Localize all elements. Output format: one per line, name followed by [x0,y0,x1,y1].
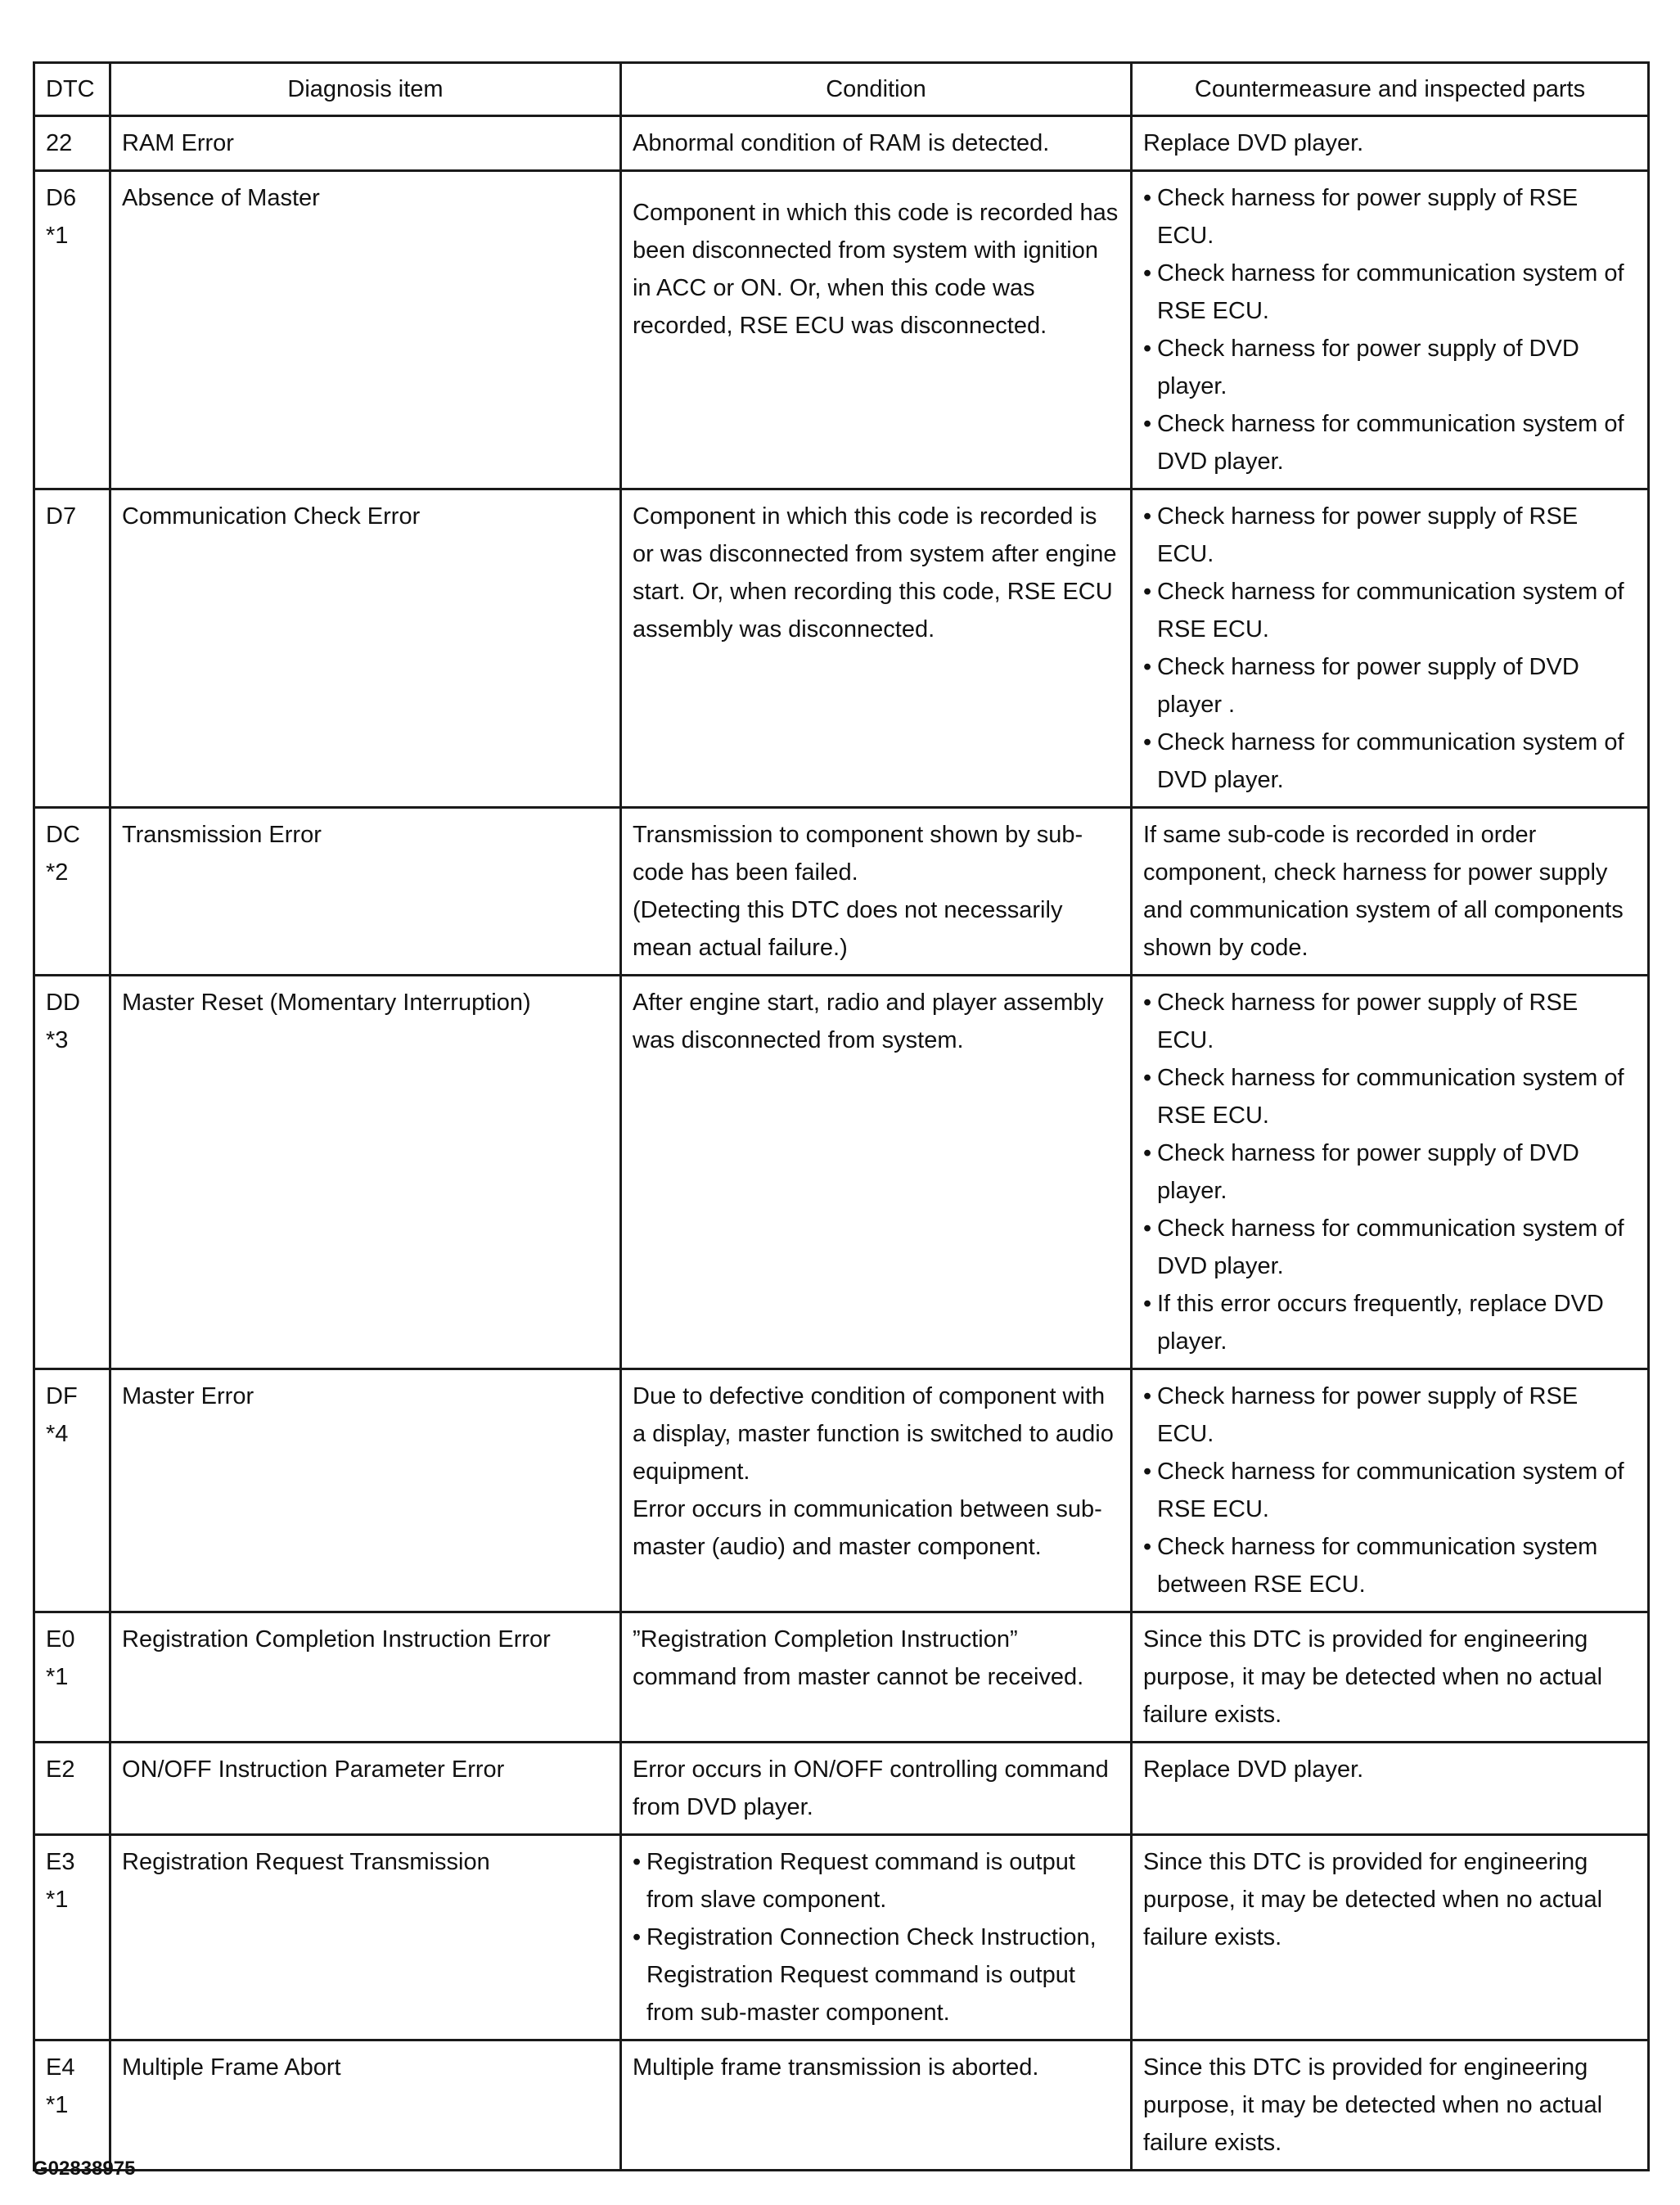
condition-cell [621,1612,1132,1743]
countermeasure-text: Since this DTC is provided for engineering purpose, it may be detected when no actual failure exists. [1143,1626,1603,1728]
condition-text: Abnormal condition of RAM is detected. [633,130,1050,156]
countermeasure-text: Since this DTC is provided for engineering purpose, it may be detected when no actual failure exists. [1143,1849,1603,1950]
diagnosis-item-cell: RAM Error [110,116,621,171]
diagnosis-item-cell: Absence of Master [110,171,621,489]
dtc-footnote: *1 [46,1664,69,1690]
condition-cell [621,489,1132,808]
dtc-footnote: *2 [46,859,69,886]
dtc-cell [34,171,110,489]
list-item: • Check harness for communication system of RSE ECU. [1143,1059,1637,1134]
dtc-cell [34,1369,110,1612]
table-row [34,1612,1649,1743]
countermeasure-cell [1132,171,1649,489]
countermeasure-cell [1132,976,1649,1369]
table-row [34,808,1649,976]
condition-cell [621,2040,1132,2171]
list-item: • Check harness for power supply of RSE ECU. [1143,984,1637,1059]
dtc-code: DD [46,990,80,1016]
condition-text: Error occurs in communication between sub-master (audio) and master component. [633,1496,1102,1560]
condition-text: ”Registration Completion Instruction” command from master cannot be received. [633,1626,1084,1690]
condition-cell [621,116,1132,171]
condition-text: Due to defective condition of component with a display, master function is switched to audio equipment. [633,1383,1114,1485]
figure-id: G02838975 [33,2158,136,2180]
list-item: • Check harness for power supply of RSE ECU. [1143,498,1637,573]
diagnosis-item-cell: Transmission Error [110,808,621,976]
header-condition: Condition [621,63,1132,116]
countermeasure-cell [1132,116,1649,171]
dtc-code: E4 [46,2054,75,2081]
condition-cell [621,1743,1132,1835]
dtc-code: E0 [46,1626,75,1653]
dtc-code: D6 [46,185,77,211]
list-item: • Check harness for power supply of RSE ECU. [1143,1378,1637,1453]
header-countermeasure: Countermeasure and inspected parts [1132,63,1649,116]
dtc-footnote: *1 [46,223,69,249]
dtc-cell [34,2040,110,2171]
countermeasure-text: If same sub-code is recorded in order component, check harness for power supply and communication system of all components shown by code. [1143,822,1624,961]
countermeasure-bullet-list [1143,498,1637,799]
condition-text: Multiple frame transmission is aborted. [633,2054,1039,2081]
list-item: • Check harness for power supply of DVD player . [1143,648,1637,724]
list-item: • Registration Connection Check Instruction, Registration Request command is output from sub-master component. [633,1919,1119,2031]
countermeasure-text: Replace DVD player. [1143,130,1364,156]
diagnosis-item-cell: ON/OFF Instruction Parameter Error [110,1743,621,1835]
diagnosis-item-cell: Master Reset (Momentary Interruption) [110,976,621,1369]
diagnosis-item-cell: Communication Check Error [110,489,621,808]
list-item: • Check harness for communication system of DVD player. [1143,405,1637,480]
table-row [34,976,1649,1369]
countermeasure-cell [1132,2040,1649,2171]
diagnosis-item-cell: Multiple Frame Abort [110,2040,621,2171]
condition-cell [621,976,1132,1369]
dtc-footnote: *1 [46,2092,69,2118]
list-item: • Check harness for power supply of RSE ECU. [1143,179,1637,255]
dtc-code: 22 [46,130,73,156]
countermeasure-cell [1132,1743,1649,1835]
dtc-cell [34,1835,110,2040]
dtc-footnote: *4 [46,1421,69,1447]
countermeasure-cell [1132,489,1649,808]
dtc-table [33,61,1650,2171]
diagnosis-item-cell: Registration Request Transmission [110,1835,621,2040]
dtc-cell [34,116,110,171]
countermeasure-bullet-list [1143,179,1637,480]
dtc-cell [34,808,110,976]
list-item: • Check harness for communication system of RSE ECU. [1143,255,1637,330]
countermeasure-text: Replace DVD player. [1143,1756,1364,1783]
table-row [34,489,1649,808]
countermeasure-cell [1132,1835,1649,2040]
condition-text: Component in which this code is recorded is or was disconnected from system after engine start. Or, when recording this code, RSE ECU assembly was disconnected. [633,503,1117,643]
table-row [34,2040,1649,2171]
diagnosis-item-cell: Registration Completion Instruction Error [110,1612,621,1743]
dtc-cell [34,1743,110,1835]
table-row [34,171,1649,489]
list-item: • Check harness for communication system of DVD player. [1143,1210,1637,1285]
countermeasure-cell [1132,1612,1649,1743]
diagnosis-item-cell: Master Error [110,1369,621,1612]
list-item: • Check harness for communication system of RSE ECU. [1143,1453,1637,1528]
list-item: • Check harness for communication system of RSE ECU. [1143,573,1637,648]
dtc-code: E2 [46,1756,75,1783]
dtc-code: DF [46,1383,78,1409]
table-row [34,1369,1649,1612]
dtc-code: E3 [46,1849,75,1875]
condition-text: Error occurs in ON/OFF controlling command from DVD player. [633,1756,1109,1820]
condition-cell [621,808,1132,976]
list-item: • Check harness for communication system between RSE ECU. [1143,1528,1637,1603]
countermeasure-bullet-list [1143,984,1637,1360]
list-item: • Registration Request command is output from slave component. [633,1843,1119,1919]
table-row [34,1835,1649,2040]
condition-text: Transmission to component shown by sub-code has been failed. [633,822,1083,886]
header-dtc: DTC [34,63,110,116]
dtc-code: D7 [46,503,77,530]
dtc-cell [34,1612,110,1743]
dtc-code: DC [46,822,80,848]
dtc-footnote: *3 [46,1027,69,1053]
condition-cell [621,171,1132,489]
countermeasure-cell [1132,1369,1649,1612]
list-item: • Check harness for communication system of DVD player. [1143,724,1637,799]
header-diagnosis-item: Diagnosis item [110,63,621,116]
countermeasure-cell [1132,808,1649,976]
dtc-cell [34,976,110,1369]
dtc-cell [34,489,110,808]
table-row [34,116,1649,171]
list-item: • If this error occurs frequently, replace DVD player. [1143,1285,1637,1360]
table-body [34,116,1649,2171]
condition-cell [621,1835,1132,2040]
list-item: • Check harness for power supply of DVD player. [1143,1134,1637,1210]
countermeasure-bullet-list [1143,1378,1637,1603]
condition-text: (Detecting this DTC does not necessarily mean actual failure.) [633,897,1063,961]
countermeasure-text: Since this DTC is provided for engineering purpose, it may be detected when no actual failure exists. [1143,2054,1603,2156]
condition-cell [621,1369,1132,1612]
list-item: • Check harness for power supply of DVD player. [1143,330,1637,405]
condition-text: After engine start, radio and player assembly was disconnected from system. [633,990,1104,1053]
dtc-footnote: *1 [46,1887,69,1913]
table-header-row [34,63,1649,116]
table-row [34,1743,1649,1835]
condition-text: Component in which this code is recorded has been disconnected from system with ignition in ACC or ON. Or, when this code was recorded, RSE ECU was disconnected. [633,200,1119,339]
condition-bullet-list [633,1843,1119,2031]
